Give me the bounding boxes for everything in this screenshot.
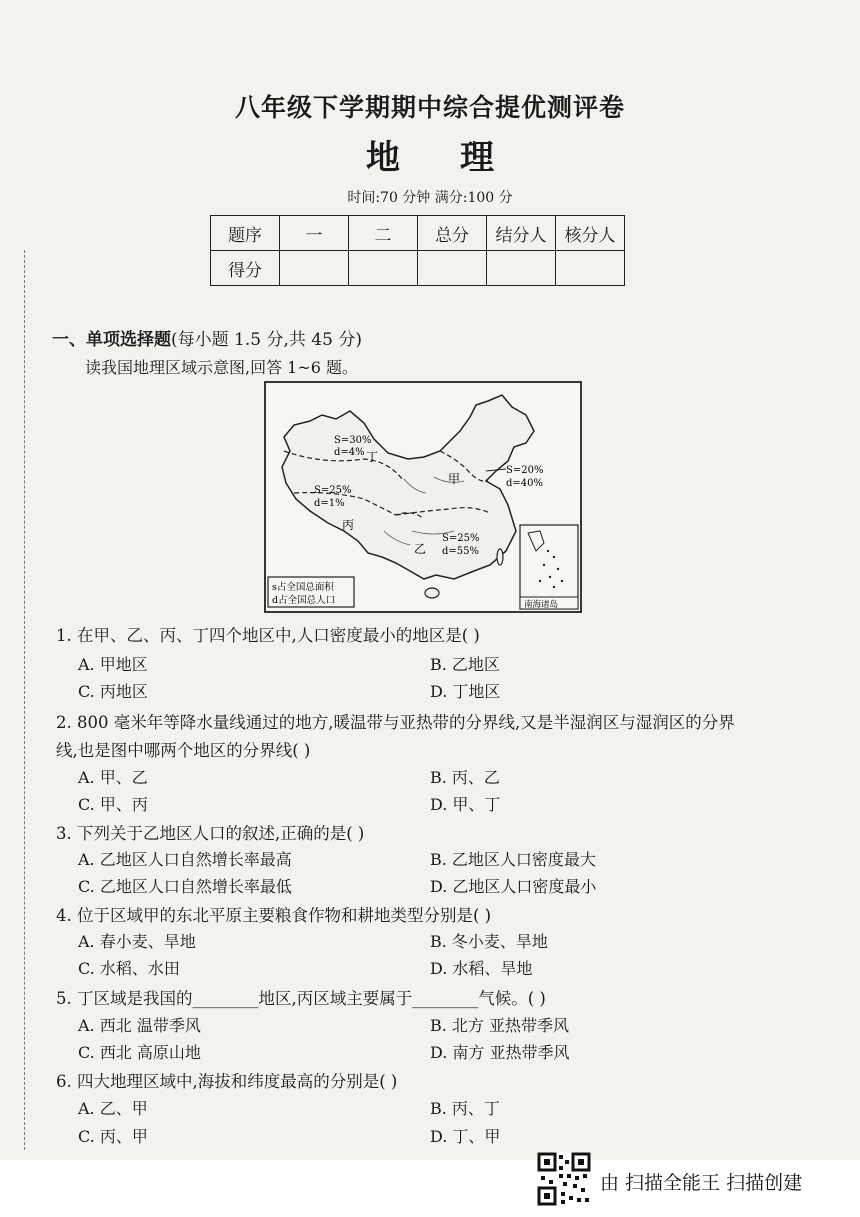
score-header-cell: 题序 xyxy=(211,216,280,251)
bing-area-label: S=25% xyxy=(314,485,352,496)
question-4: 4. 位于区域甲的东北平原主要粮食作物和耕地类型分别是( ) xyxy=(56,906,492,925)
region-yi: 乙 xyxy=(414,542,427,556)
score-header-cell: 总分 xyxy=(418,216,487,251)
inset-label: 南海诸岛 xyxy=(524,600,559,610)
question-5: 5. 丁区域是我国的________地区,丙区域主要属于________气候。( ) xyxy=(56,989,546,1008)
score-header-cell: 核分人 xyxy=(556,216,625,251)
ding-pop-label: d=4% xyxy=(334,447,365,458)
binding-dashed-line xyxy=(24,250,25,1150)
section-title: 一、单项选择题 xyxy=(52,330,171,350)
exam-title: 八年级下学期期中综合提优测评卷 xyxy=(234,93,625,122)
score-table-header-row xyxy=(211,216,625,251)
q6-option-b[interactable]: B. 丙、丁 xyxy=(430,1099,500,1118)
question-6: 6. 四大地理区域中,海拔和纬度最高的分别是( ) xyxy=(56,1072,398,1091)
q6-option-d[interactable]: D. 丁、甲 xyxy=(430,1127,501,1146)
taiwan-island xyxy=(497,549,503,565)
section-intro: 读我国地理区域示意图,回答 1~6 题。 xyxy=(85,358,359,377)
yi-pop-label: d=55% xyxy=(442,546,480,557)
q3-option-d[interactable]: D. 乙地区人口密度最小 xyxy=(430,877,597,896)
q2-option-c[interactable]: C. 甲、丙 xyxy=(78,795,148,814)
time-and-score: 时间:70 分钟 满分:100 分 xyxy=(347,190,513,206)
q6-option-a[interactable]: A. 乙、甲 xyxy=(78,1099,148,1118)
q4-option-b[interactable]: B. 冬小麦、旱地 xyxy=(430,932,548,951)
section-heading xyxy=(52,325,362,350)
score-cell[interactable] xyxy=(487,251,556,286)
score-table-score-row xyxy=(211,251,625,286)
legend-population: d占全国总人口 xyxy=(272,595,336,606)
score-cell[interactable] xyxy=(349,251,418,286)
legend-area: s占全国总面积 xyxy=(272,582,334,593)
region-bing: 丙 xyxy=(342,518,355,532)
hainan-island xyxy=(425,588,439,598)
q5-option-b[interactable]: B. 北方 亚热带季风 xyxy=(430,1016,570,1035)
q1-option-c[interactable]: C. 丙地区 xyxy=(78,682,148,701)
score-row-label: 得分 xyxy=(211,251,280,286)
score-table xyxy=(210,215,625,286)
score-header-cell: 二 xyxy=(349,216,418,251)
south-sea-inset xyxy=(520,525,578,609)
q2-option-b[interactable]: B. 丙、乙 xyxy=(430,768,500,787)
q5-option-d[interactable]: D. 南方 亚热带季风 xyxy=(430,1043,570,1062)
qr-code-icon xyxy=(537,1152,591,1206)
scanner-watermark: 由 扫描全能王 扫描创建 xyxy=(600,1172,803,1194)
jia-pop-label: d=40% xyxy=(506,478,544,489)
q1-option-d[interactable]: D. 丁地区 xyxy=(430,682,501,701)
bing-pop-label: d=1% xyxy=(314,498,345,509)
q3-option-a[interactable]: A. 乙地区人口自然增长率最高 xyxy=(78,850,292,869)
section-note: (每小题 1.5 分,共 45 分) xyxy=(171,330,362,350)
question-3: 3. 下列关于乙地区人口的叙述,正确的是( ) xyxy=(56,824,365,843)
ding-area-label: S=30% xyxy=(334,435,372,446)
question-1: 1. 在甲、乙、丙、丁四个地区中,人口密度最小的地区是( ) xyxy=(56,626,480,645)
china-region-map xyxy=(264,381,582,613)
score-header-cell: 一 xyxy=(280,216,349,251)
q4-option-c[interactable]: C. 水稻、水田 xyxy=(78,959,180,978)
q1-option-b[interactable]: B. 乙地区 xyxy=(430,655,500,674)
score-cell[interactable] xyxy=(418,251,487,286)
subject-title: 地理 xyxy=(366,138,554,178)
q3-option-b[interactable]: B. 乙地区人口密度最大 xyxy=(430,850,596,869)
yi-area-label: S=25% xyxy=(442,533,480,544)
q5-option-a[interactable]: A. 西北 温带季风 xyxy=(78,1016,201,1035)
q1-option-a[interactable]: A. 甲地区 xyxy=(78,655,148,674)
score-cell[interactable] xyxy=(556,251,625,286)
q5-option-c[interactable]: C. 西北 高原山地 xyxy=(78,1043,201,1062)
q4-option-d[interactable]: D. 水稻、旱地 xyxy=(430,959,533,978)
region-ding: 丁 xyxy=(366,450,379,464)
question-2: 2. 800 毫米年等降水量线通过的地方,暖温带与亚热带的分界线,又是半湿润区与湿润区的分界 xyxy=(56,713,735,732)
score-cell[interactable] xyxy=(280,251,349,286)
q2-option-d[interactable]: D. 甲、丁 xyxy=(430,795,501,814)
q4-option-a[interactable]: A. 春小麦、旱地 xyxy=(78,932,196,951)
question-2-continued: 线,也是图中哪两个地区的分界线( ) xyxy=(56,741,311,760)
score-header-cell: 结分人 xyxy=(487,216,556,251)
q6-option-c[interactable]: C. 丙、甲 xyxy=(78,1127,148,1146)
jia-area-label: S=20% xyxy=(506,465,544,476)
q2-option-a[interactable]: A. 甲、乙 xyxy=(78,768,148,787)
region-jia: 甲 xyxy=(448,472,461,486)
q3-option-c[interactable]: C. 乙地区人口自然增长率最低 xyxy=(78,877,292,896)
